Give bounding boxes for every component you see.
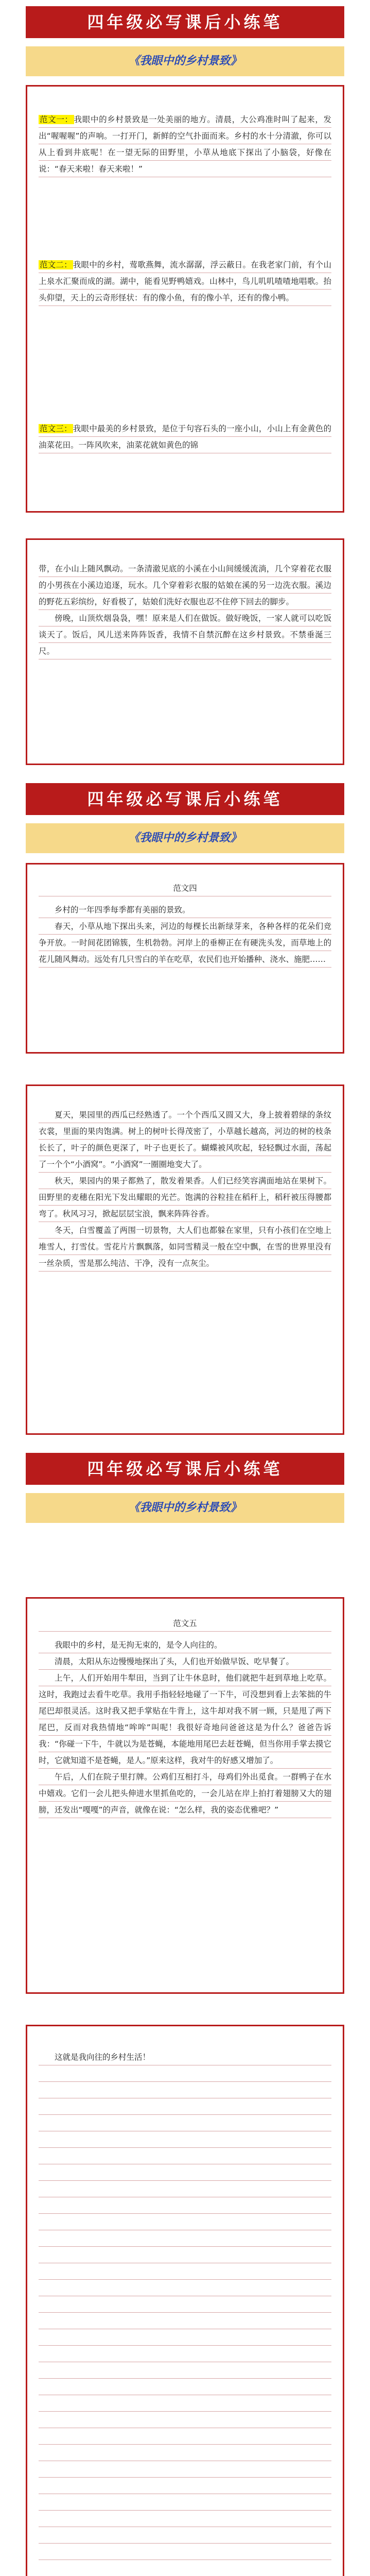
essay-text-1 [39, 111, 331, 177]
essay-text [39, 902, 331, 968]
essay-text [39, 561, 331, 659]
essay-label-row [39, 880, 331, 896]
sample-label: 范文四 [173, 884, 197, 893]
essay-paragraph: 上午，人们开始用牛犁田，当到了让牛休息时，他们就把牛赶到草地上吃草。这时，我跑过去看牛吃草。我用手指轻轻地碰了一下牛，可没想到看上去笨拙的牛尾巴却很灵活。这时我又把手掌贴在牛背上，这牛却对我不屑一顾，只是甩了两下尾巴，反而对我热情地“哞哞”叫呢！我很好奇地问爸爸这是为什么？爸爸告诉我：“你碰一下牛，牛就以为是苍蝇，本能地用尾巴去赶苍蝇，但当你用手掌去摸它时，它就知道不是苍蝇，是人。”原来这样，我对牛的好感又增加了。 [39, 1673, 331, 1765]
paragraph-text: 我眼中的乡村，莺歌燕舞，流水潺潺，浮云蔽日。在我老家门前，有个山上泉水汇聚而成的湖。湖中，能看见野鸭嬉戏。山林中，鸟儿叽叽喳喳地唱歌。抬头仰望，天上的云奇形怪状：有的像小鱼，有的像小羊，还有的像小鸭。 [39, 260, 331, 302]
essay-paragraph: 傍晚，山顶炊烟袅袅，嘿！原来是人们在做饭。做好晚饭，一家人就可以吃饭谈天了。饭后，风儿送来阵阵饭香，我情不自禁沉醉在这乡村景致。不禁垂涎三尺。 [39, 614, 331, 656]
essay-card-2 [26, 538, 344, 765]
essay-paragraph: 这就是我向往的乡村生活！ [55, 2053, 151, 2062]
essay-card-1 [26, 85, 344, 513]
subtitle-bar: 《我眼中的乡村景致》 [26, 823, 344, 853]
essay-paragraph: 秋天，果园内的果子都熟了，散发着果香。人们已经笑容满面地站在果树下。田野里的麦穗在阳光下发出耀眼的光芒。饱满的谷粒挂在稻秆上，稻秆被压得腰都弯了。秋风习习，掀起层层宝浪，飘来阵阵谷香。 [39, 1176, 331, 1218]
essay-paragraph: 乡村的一年四季每季都有美丽的景致。 [55, 905, 190, 914]
essay-text-2 [39, 257, 331, 306]
essay-paragraph [39, 257, 331, 306]
essay-card-5 [26, 1597, 344, 1994]
title-banner: 四年级必写课后小练笔 [26, 783, 344, 815]
subtitle-bar: 《我眼中的乡村景致》 [26, 1493, 344, 1523]
essay-paragraph: 春天，小草从地下探出头来，河边的每棵长出新绿芽来，各种各样的花朵们竞争开放。一时间花团锦簇，生机勃勃。河岸上的垂柳正在有硬洗头发，而草地上的花儿随风舞动。远处有几只雪白的羊在吃草，农民们也开始播种、浇水、施肥…… [39, 922, 331, 964]
subtitle-bar: 《我眼中的乡村景致》 [26, 46, 344, 76]
essay-paragraph [39, 420, 331, 453]
essay-card-6 [26, 2025, 344, 2576]
essay-paragraph: 清晨，太阳从东边慢慢地探出了头，人们也开始做早饭、吃早餐了。 [55, 1657, 294, 1666]
essay-card-4 [26, 1084, 344, 1435]
sample-label: 范文三： [40, 424, 72, 433]
sample-label: 范文五 [173, 1619, 197, 1628]
essay-text-3 [39, 420, 331, 453]
sample-label: 范文一： [40, 115, 73, 124]
sample-label: 范文二： [40, 260, 72, 269]
essay-paragraph: 我眼中的乡村，是无拘无束的，是令人向往的。 [55, 1640, 222, 1650]
essay-text [39, 2049, 331, 2576]
essay-text [39, 1637, 331, 1818]
essay-card-3 [26, 863, 344, 1054]
essay-paragraph: 冬天，白雪覆盖了两围一切景物，大人们也都躲在家里，只有小孩们在空地上堆雪人，打雪仗。雪花片片飘飘落，如同雪精灵一般在空中飘，在雪的世界里没有一丝杂质，雪是那么纯洁、干净，没有一点灰尘。 [39, 1226, 331, 1268]
essay-paragraph: 带，在小山上随风飘动。一条清澈见底的小溪在小山间缓缓流淌，几个穿着花衣服的小男孩在小溪边追逐，玩水。几个穿着彩衣服的姑娘在溪的另一边洗衣服。溪边的野花五彩缤纷，好看极了，姑娘们洗好衣服也忍不住停下回去的脚步。 [39, 564, 331, 606]
essay-paragraph: 夏天，果园里的西瓜已经熟透了。一个个西瓜又圆又大，身上披着碧绿的条纹衣裳，里面的果肉饱满。树上的树叶长得茂密了，小草越长越高，河边的树的枝条长长了，叶子的颜色更深了，叶子也更长了。蝴蝶被风吹起，轻轻飘过水面，荡起了一个个“小酒窝”。“小酒窝”一圈圈地变大了。 [39, 1110, 331, 1169]
essay-text [39, 1107, 331, 1272]
paragraph-text: 我眼中最美的乡村景致，是位于句容石头的一座小山，小山上有金黄色的油菜花田。一阵风吹来，油菜花就如黄色的锦 [39, 424, 331, 450]
essay-paragraph [39, 111, 331, 177]
essay-paragraph: 午后，人们在院子里打牌。公鸡们互相打斗，母鸡们外出觅食。一群鸭子在水中嬉戏。它们一会儿把头伸进水里抓鱼吃的，一会儿站在岸上拍打着翅膀又大的翅膀，还发出“嘎嘎”的声音，就像在说：“怎么样，我的姿态优雅吧？” [39, 1772, 331, 1815]
title-banner: 四年级必写课后小练笔 [26, 6, 344, 38]
title-banner: 四年级必写课后小练笔 [26, 1453, 344, 1485]
essay-label-row [39, 1615, 331, 1632]
paragraph-text: 我眼中的乡村景致是一处美丽的地方。清晨，大公鸡准时叫了起来，发出“喔喔喔”的声响。一打开门，新鲜的空气扑面而来。乡村的水十分清澈，你可以从上看到井底呢！在一望无际的田野里，小草从地底下探出了小脑袋，好像在说：“春天来啦！春天来啦！” [39, 115, 331, 174]
